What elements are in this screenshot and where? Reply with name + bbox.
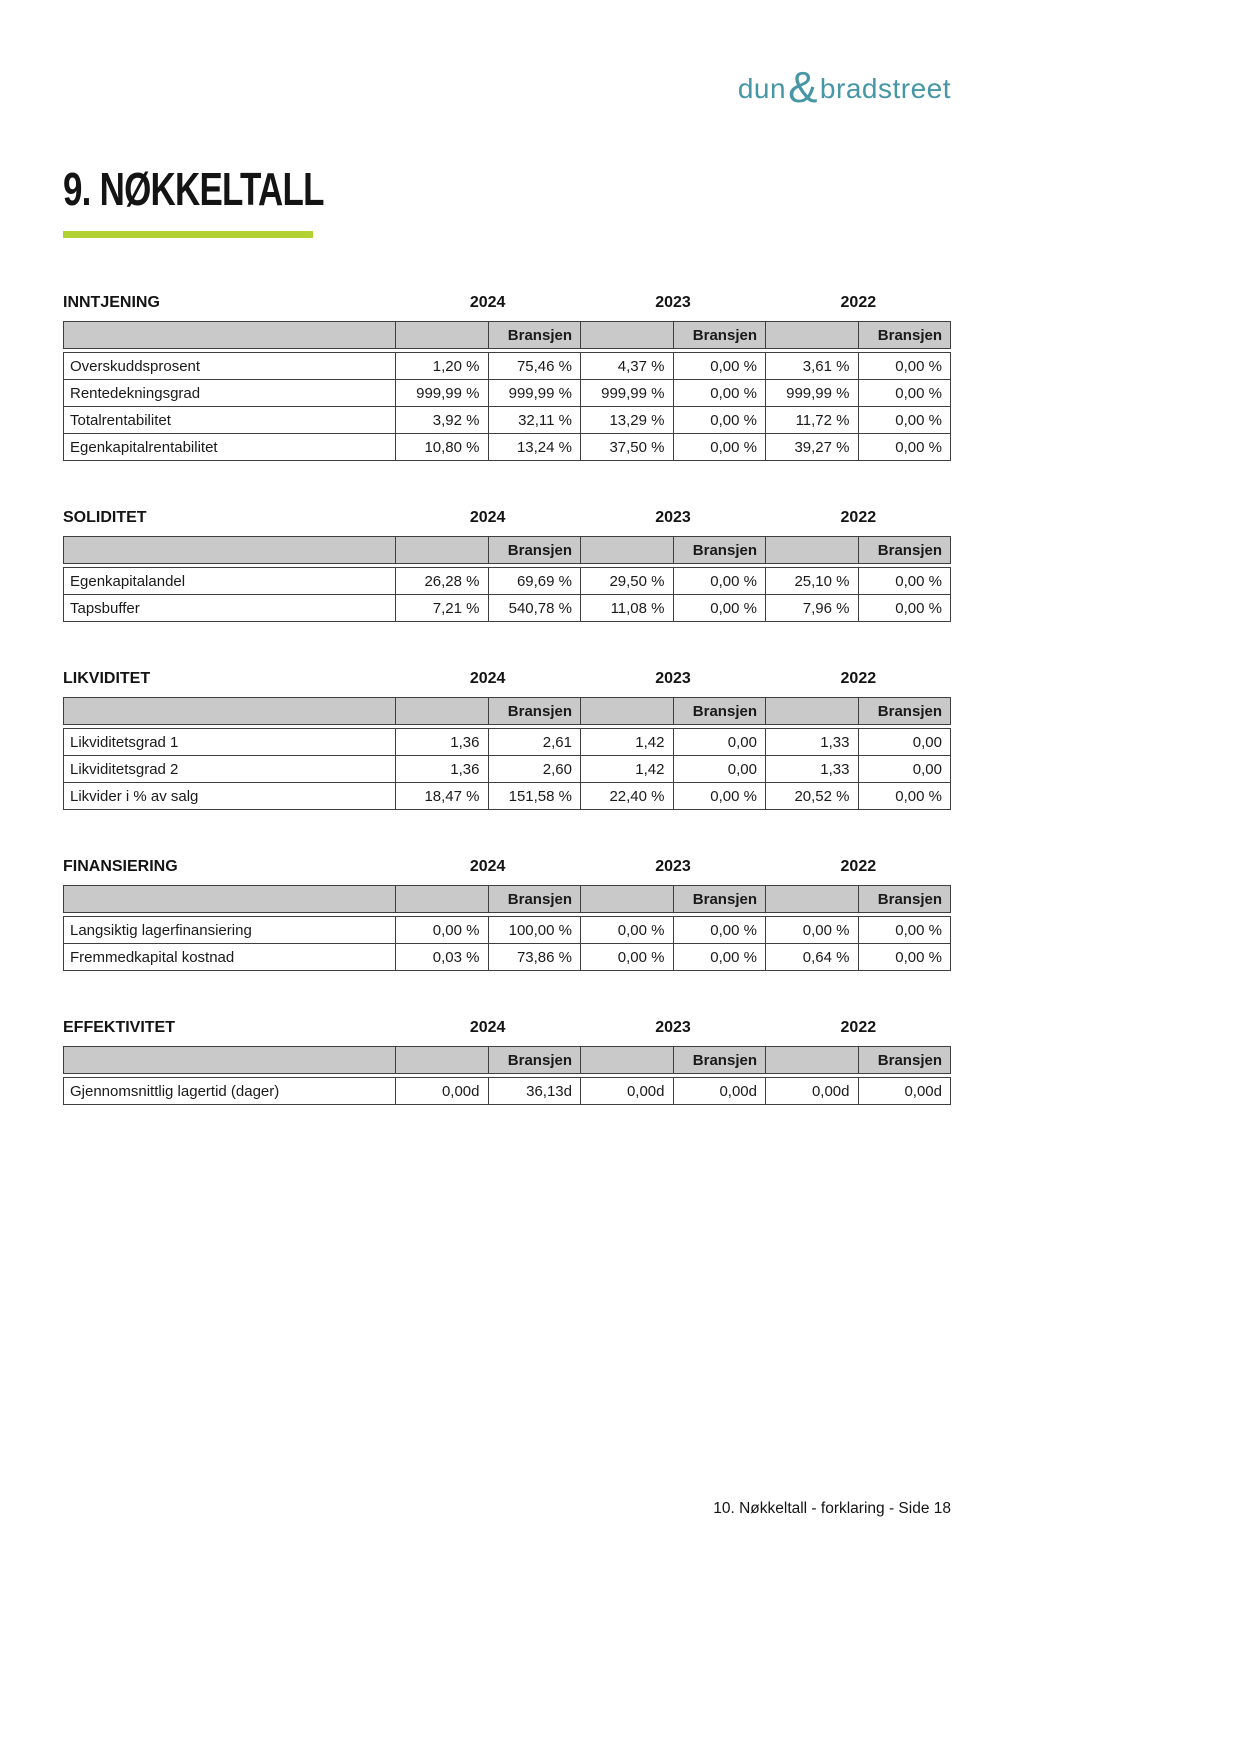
- bransjen-header-row: [64, 886, 951, 913]
- year-label: 2022: [840, 1019, 877, 1036]
- bransjen-header-cell: Bransjen: [858, 322, 951, 349]
- row-label: Fremmedkapital kostnad: [64, 944, 396, 971]
- value-cell: 75,46 %: [488, 353, 581, 380]
- value-cell: 0,00 %: [581, 944, 674, 971]
- section-header-row: [63, 1019, 951, 1037]
- bransjen-header-cell: Bransjen: [673, 886, 766, 913]
- header-empty-cell: [396, 1047, 489, 1074]
- bransjen-header-cell: Bransjen: [673, 1047, 766, 1074]
- value-cell: 0,00 %: [858, 595, 951, 622]
- value-cell: 100,00 %: [488, 917, 581, 944]
- value-cell: 22,40 %: [581, 783, 674, 810]
- value-cell: 0,00 %: [673, 944, 766, 971]
- year-label: 2024: [469, 294, 506, 311]
- row-label: Gjennomsnittlig lagertid (dager): [64, 1078, 396, 1105]
- value-cell: 0,00d: [673, 1078, 766, 1105]
- value-cell: 0,00d: [858, 1078, 951, 1105]
- year-label: 2024: [469, 509, 506, 526]
- value-cell: 0,00 %: [858, 568, 951, 595]
- year-label: 2023: [655, 1019, 691, 1036]
- header-empty-cell: [396, 322, 489, 349]
- table-row: [64, 783, 951, 810]
- year-label: 2024: [469, 858, 506, 875]
- row-label: Likvider i % av salg: [64, 783, 396, 810]
- value-cell: 73,86 %: [488, 944, 581, 971]
- year-label: 2022: [840, 509, 877, 526]
- value-cell: 3,61 %: [766, 353, 859, 380]
- bransjen-header-cell: Bransjen: [858, 537, 951, 564]
- row-label: Overskuddsprosent: [64, 353, 396, 380]
- section-title: FINANSIERING: [63, 858, 178, 875]
- value-cell: 32,11 %: [488, 407, 581, 434]
- value-cell: 999,99 %: [581, 380, 674, 407]
- value-cell: 0,00 %: [858, 917, 951, 944]
- value-cell: 1,20 %: [396, 353, 489, 380]
- data-table: [63, 352, 951, 461]
- value-cell: 0,00: [858, 756, 951, 783]
- value-cell: 0,00d: [766, 1078, 859, 1105]
- value-cell: 25,10 %: [766, 568, 859, 595]
- value-cell: 0,00 %: [673, 783, 766, 810]
- bransjen-header-row: [64, 322, 951, 349]
- title-underline-accent: [63, 231, 313, 238]
- section-header-row: [63, 509, 951, 527]
- row-label: Likviditetsgrad 2: [64, 756, 396, 783]
- section-header-row: [63, 294, 951, 312]
- value-cell: 11,08 %: [581, 595, 674, 622]
- value-cell: 0,00 %: [766, 917, 859, 944]
- year-label: 2022: [840, 294, 877, 311]
- logo-bradstreet-text: bradstreet: [819, 73, 951, 104]
- bransjen-header-table: [63, 885, 951, 913]
- header-empty-cell: [766, 1047, 859, 1074]
- section-title: SOLIDITET: [63, 509, 147, 526]
- value-cell: 18,47 %: [396, 783, 489, 810]
- value-cell: 0,00 %: [673, 595, 766, 622]
- year-label: 2023: [655, 670, 691, 687]
- table-row: [64, 729, 951, 756]
- value-cell: 26,28 %: [396, 568, 489, 595]
- value-cell: 0,00: [673, 756, 766, 783]
- bransjen-header-cell: Bransjen: [858, 1047, 951, 1074]
- header-empty-cell: [766, 698, 859, 725]
- row-label: Likviditetsgrad 1: [64, 729, 396, 756]
- header-empty-cell: [64, 886, 396, 913]
- value-cell: 0,00 %: [673, 434, 766, 461]
- bransjen-header-cell: Bransjen: [858, 698, 951, 725]
- bransjen-header-row: [64, 1047, 951, 1074]
- table-row: [64, 944, 951, 971]
- value-cell: 151,58 %: [488, 783, 581, 810]
- bransjen-header-cell: Bransjen: [488, 1047, 581, 1074]
- header-empty-cell: [581, 1047, 674, 1074]
- year-label: 2023: [655, 858, 691, 875]
- table-row: [64, 380, 951, 407]
- page-title: 9. NØKKELTALL: [63, 163, 324, 215]
- header-empty-cell: [64, 322, 396, 349]
- bransjen-header-cell: Bransjen: [488, 886, 581, 913]
- bransjen-header-table: [63, 321, 951, 349]
- value-cell: 999,99 %: [766, 380, 859, 407]
- value-cell: 1,33: [766, 756, 859, 783]
- value-cell: 0,00 %: [858, 353, 951, 380]
- section-header-row: [63, 670, 951, 688]
- value-cell: 0,00: [858, 729, 951, 756]
- header-empty-cell: [766, 537, 859, 564]
- value-cell: 13,29 %: [581, 407, 674, 434]
- value-cell: 540,78 %: [488, 595, 581, 622]
- table-row: [64, 595, 951, 622]
- section-soliditet: [63, 509, 951, 622]
- row-label: Tapsbuffer: [64, 595, 396, 622]
- value-cell: 0,00 %: [673, 568, 766, 595]
- section-likviditet: [63, 670, 951, 810]
- value-cell: 2,60: [488, 756, 581, 783]
- value-cell: 0,00 %: [581, 917, 674, 944]
- section-finansiering: [63, 858, 951, 971]
- bransjen-header-cell: Bransjen: [488, 698, 581, 725]
- value-cell: 3,92 %: [396, 407, 489, 434]
- row-label: Egenkapitalrentabilitet: [64, 434, 396, 461]
- dnb-logo: [737, 63, 951, 112]
- header-empty-cell: [396, 886, 489, 913]
- value-cell: 999,99 %: [396, 380, 489, 407]
- value-cell: 13,24 %: [488, 434, 581, 461]
- bransjen-header-cell: Bransjen: [673, 698, 766, 725]
- table-row: [64, 353, 951, 380]
- footer-text: 10. Nøkkeltall - forklaring - Side 18: [713, 1500, 951, 1517]
- value-cell: 0,00 %: [396, 917, 489, 944]
- row-label: Egenkapitalandel: [64, 568, 396, 595]
- value-cell: 7,21 %: [396, 595, 489, 622]
- bransjen-header-cell: Bransjen: [673, 322, 766, 349]
- table-row: [64, 434, 951, 461]
- year-label: 2023: [655, 294, 691, 311]
- value-cell: 69,69 %: [488, 568, 581, 595]
- value-cell: 36,13d: [488, 1078, 581, 1105]
- header-empty-cell: [64, 698, 396, 725]
- data-table: [63, 728, 951, 810]
- value-cell: 11,72 %: [766, 407, 859, 434]
- year-label: 2022: [840, 670, 877, 687]
- value-cell: 0,00 %: [858, 944, 951, 971]
- data-table: [63, 916, 951, 971]
- bransjen-header-row: [64, 698, 951, 725]
- value-cell: 4,37 %: [581, 353, 674, 380]
- section-title: LIKVIDITET: [63, 670, 151, 687]
- header-empty-cell: [64, 537, 396, 564]
- bransjen-header-table: [63, 697, 951, 725]
- bransjen-header-cell: Bransjen: [488, 322, 581, 349]
- value-cell: 1,42: [581, 729, 674, 756]
- logo-ampersand-icon: &: [788, 63, 818, 112]
- year-label: 2022: [840, 858, 877, 875]
- table-row: [64, 568, 951, 595]
- header: [63, 0, 951, 112]
- value-cell: 2,61: [488, 729, 581, 756]
- header-empty-cell: [581, 886, 674, 913]
- header-empty-cell: [581, 537, 674, 564]
- bransjen-header-row: [64, 537, 951, 564]
- section-header-row: [63, 858, 951, 876]
- year-label: 2024: [469, 1019, 506, 1036]
- value-cell: 37,50 %: [581, 434, 674, 461]
- value-cell: 0,00 %: [858, 434, 951, 461]
- bransjen-header-cell: Bransjen: [673, 537, 766, 564]
- bransjen-header-cell: Bransjen: [858, 886, 951, 913]
- value-cell: 0,00 %: [673, 380, 766, 407]
- section-title: INNTJENING: [63, 294, 160, 311]
- data-table: [63, 1077, 951, 1105]
- header-empty-cell: [396, 698, 489, 725]
- section-effektivitet: [63, 1019, 951, 1105]
- value-cell: 0,00 %: [858, 783, 951, 810]
- value-cell: 0,00 %: [858, 407, 951, 434]
- value-cell: 10,80 %: [396, 434, 489, 461]
- tables-container: [63, 294, 951, 1105]
- row-label: Totalrentabilitet: [64, 407, 396, 434]
- value-cell: 0,64 %: [766, 944, 859, 971]
- header-empty-cell: [396, 537, 489, 564]
- value-cell: 0,00 %: [673, 353, 766, 380]
- header-empty-cell: [766, 322, 859, 349]
- value-cell: 0,00d: [581, 1078, 674, 1105]
- table-row: [64, 1078, 951, 1105]
- value-cell: 0,00d: [396, 1078, 489, 1105]
- logo-dun-text: dun: [737, 73, 787, 104]
- year-label: 2023: [655, 509, 691, 526]
- bransjen-header-table: [63, 536, 951, 564]
- page-content: [63, 0, 951, 1105]
- value-cell: 1,36: [396, 756, 489, 783]
- value-cell: 20,52 %: [766, 783, 859, 810]
- year-label: 2024: [469, 670, 506, 687]
- value-cell: 39,27 %: [766, 434, 859, 461]
- value-cell: 0,00 %: [673, 407, 766, 434]
- value-cell: 999,99 %: [488, 380, 581, 407]
- value-cell: 0,00: [673, 729, 766, 756]
- table-row: [64, 917, 951, 944]
- value-cell: 1,33: [766, 729, 859, 756]
- section-title: EFFEKTIVITET: [63, 1019, 175, 1036]
- value-cell: 0,03 %: [396, 944, 489, 971]
- page-footer: [63, 1500, 951, 1518]
- table-row: [64, 756, 951, 783]
- value-cell: 0,00 %: [858, 380, 951, 407]
- value-cell: 29,50 %: [581, 568, 674, 595]
- bransjen-header-cell: Bransjen: [488, 537, 581, 564]
- header-empty-cell: [64, 1047, 396, 1074]
- value-cell: 1,36: [396, 729, 489, 756]
- table-row: [64, 407, 951, 434]
- value-cell: 7,96 %: [766, 595, 859, 622]
- section-inntjening: [63, 294, 951, 461]
- data-table: [63, 567, 951, 622]
- row-label: Rentedekningsgrad: [64, 380, 396, 407]
- header-empty-cell: [581, 322, 674, 349]
- header-empty-cell: [766, 886, 859, 913]
- value-cell: 1,42: [581, 756, 674, 783]
- header-empty-cell: [581, 698, 674, 725]
- value-cell: 0,00 %: [673, 917, 766, 944]
- bransjen-header-table: [63, 1046, 951, 1074]
- row-label: Langsiktig lagerfinansiering: [64, 917, 396, 944]
